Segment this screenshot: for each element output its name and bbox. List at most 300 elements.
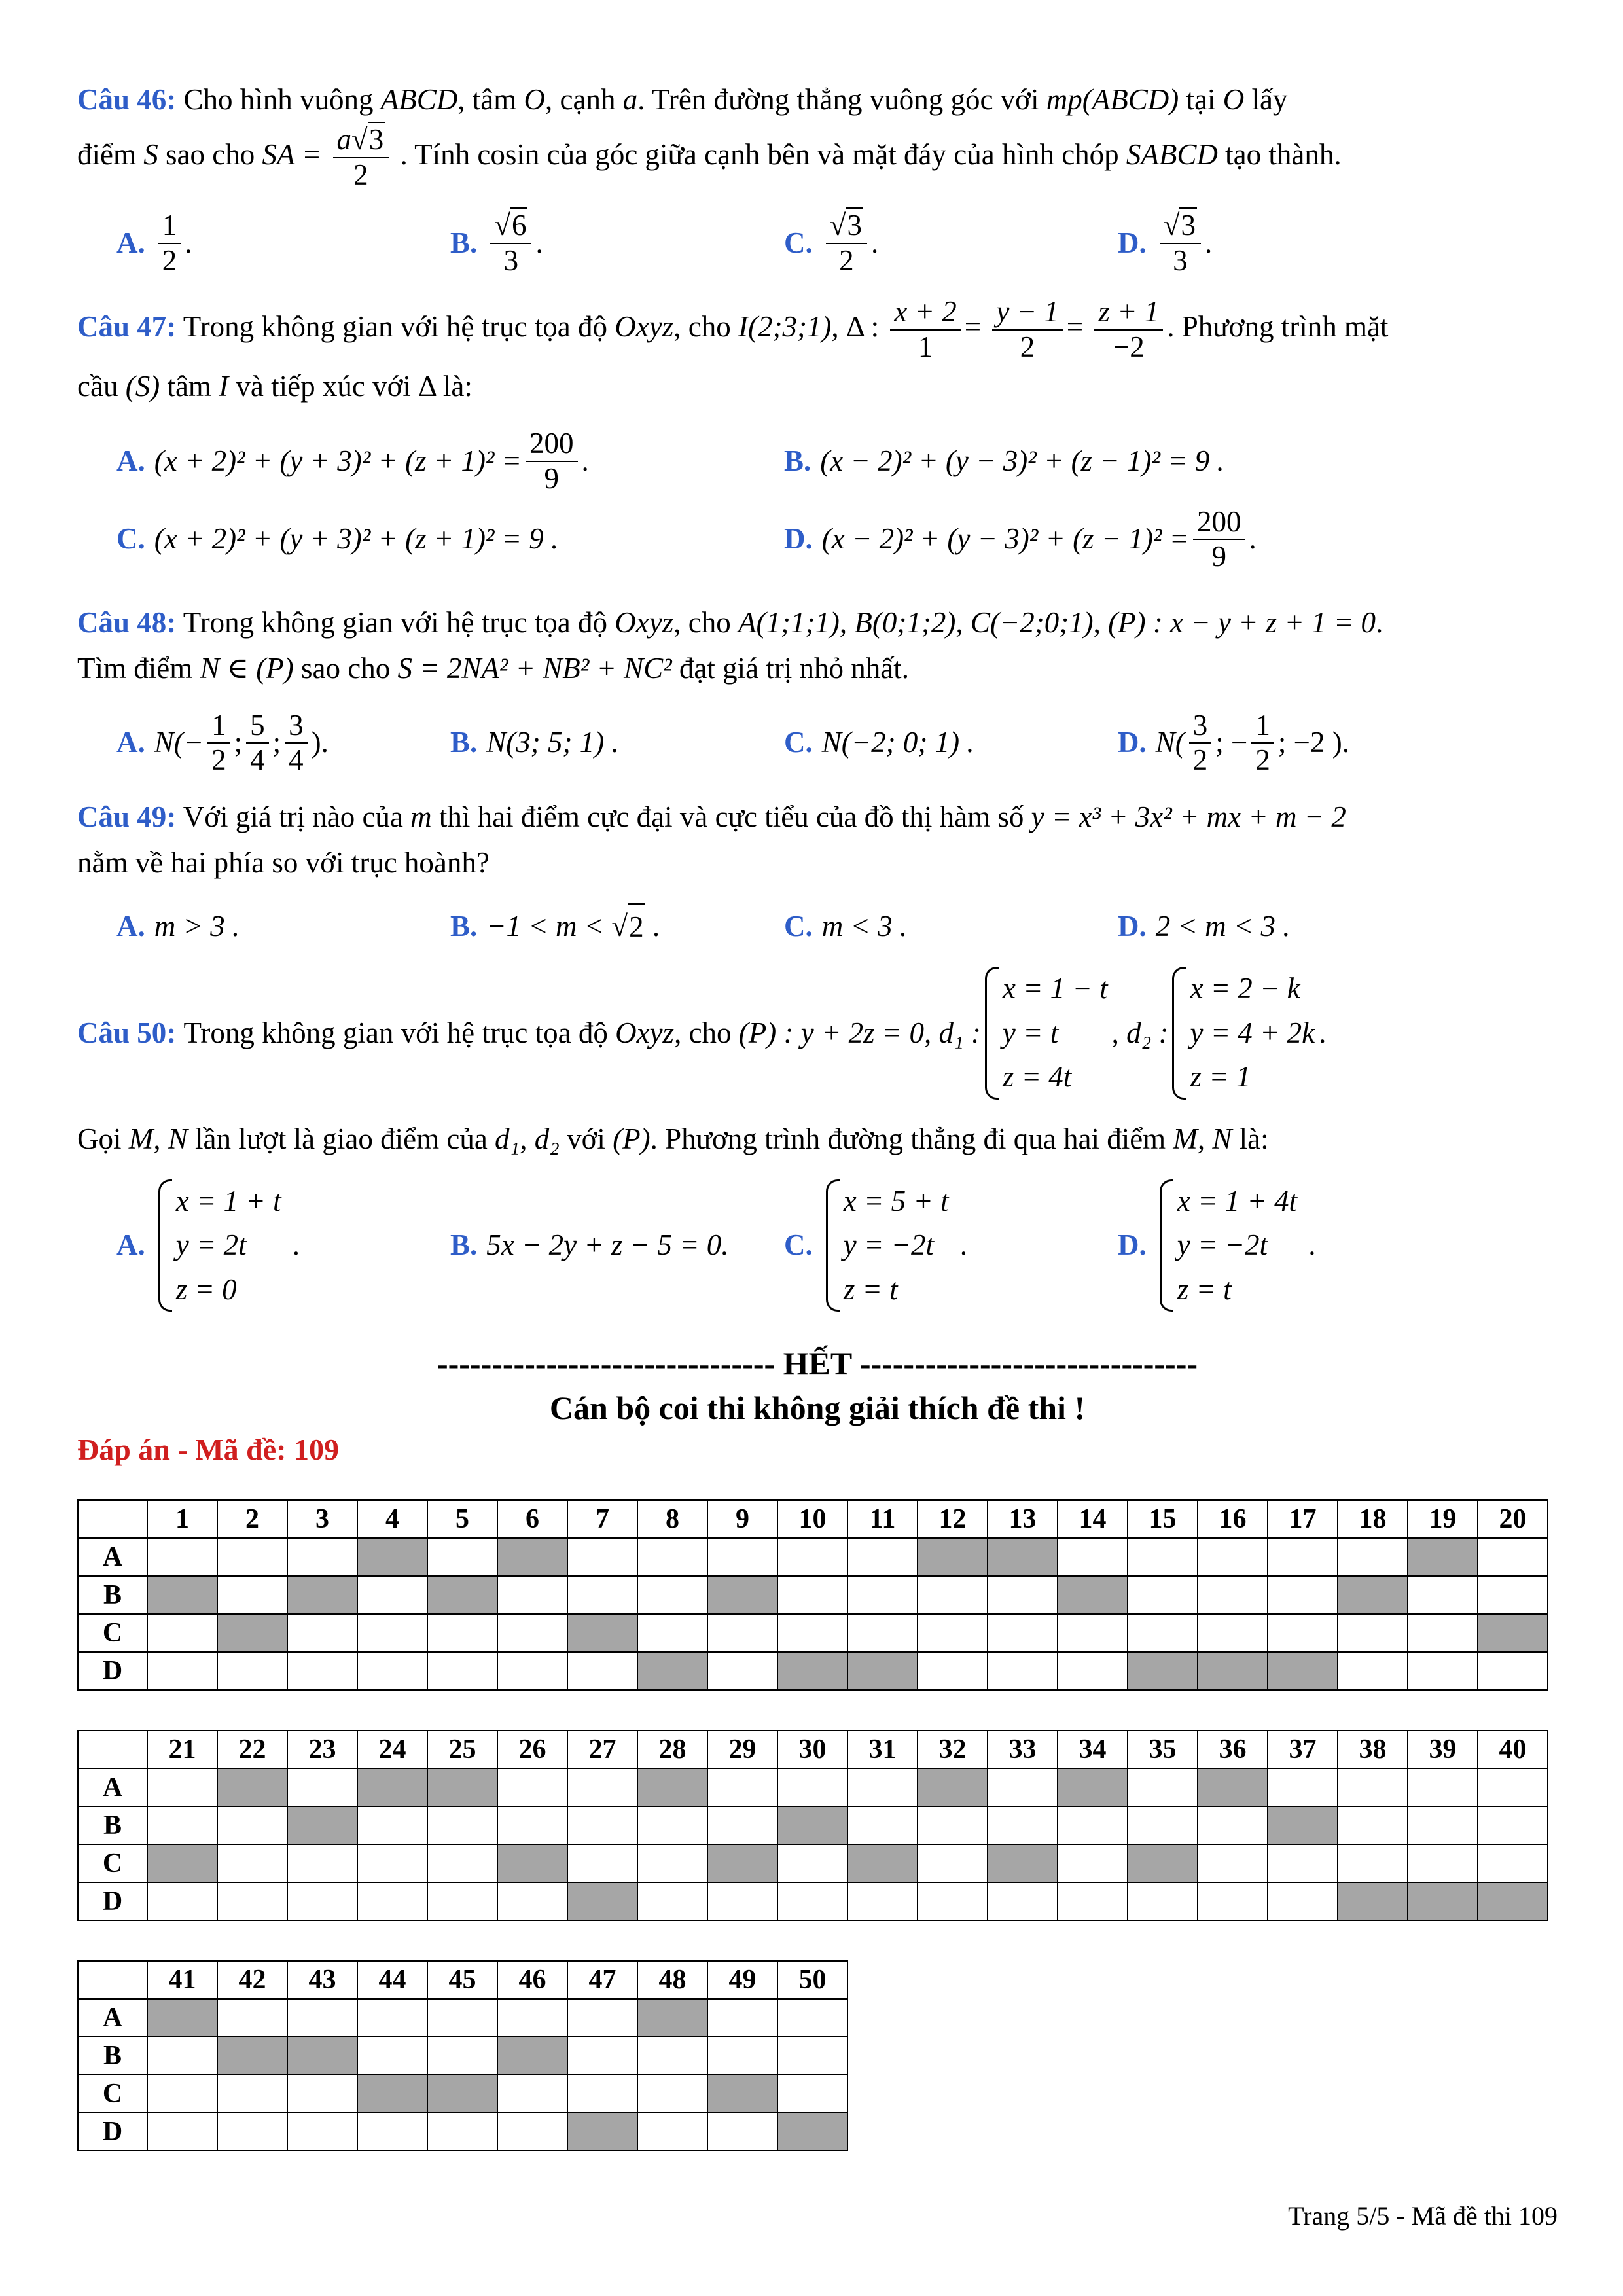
answer-cell bbox=[147, 2037, 217, 2075]
answer-mark bbox=[1268, 1806, 1338, 1844]
answer-cell bbox=[918, 1576, 988, 1614]
answer-mark bbox=[217, 1614, 287, 1652]
answer-mark bbox=[777, 1806, 847, 1844]
system-d1: x = 1 − t y = t z = 4t bbox=[985, 967, 1108, 1100]
question-label: Câu 48: bbox=[77, 606, 177, 639]
row-label: C bbox=[78, 1614, 147, 1652]
answer-mark bbox=[1058, 1768, 1128, 1806]
question-number: 34 bbox=[1058, 1731, 1128, 1768]
answer-cell bbox=[1338, 1652, 1408, 1690]
options-50 bbox=[116, 1179, 1558, 1312]
answer-mark bbox=[357, 1538, 427, 1576]
question-number: 17 bbox=[1268, 1500, 1338, 1538]
answer-cell bbox=[707, 1806, 777, 1844]
answer-mark bbox=[988, 1844, 1058, 1882]
question-number: 48 bbox=[637, 1961, 707, 1999]
answer-cell bbox=[217, 2113, 287, 2151]
answer-cell bbox=[847, 1882, 918, 1920]
answer-cell bbox=[427, 1844, 497, 1882]
answer-cell bbox=[427, 1999, 497, 2037]
row-label: B bbox=[78, 1576, 147, 1614]
page-footer: Trang 5/5 - Mã đề thi 109 bbox=[1288, 2201, 1558, 2231]
question-label: Câu 47: bbox=[77, 310, 177, 343]
answer-cell bbox=[287, 1999, 357, 2037]
answer-cell bbox=[707, 2113, 777, 2151]
row-label: D bbox=[78, 1882, 147, 1920]
options-48 bbox=[116, 709, 1558, 778]
answer-mark bbox=[988, 1538, 1058, 1576]
answer-cell bbox=[497, 1882, 567, 1920]
answer-mark bbox=[567, 2113, 637, 2151]
answer-cell bbox=[637, 1882, 707, 1920]
answer-cell bbox=[637, 1614, 707, 1652]
answer-cell bbox=[1338, 1614, 1408, 1652]
question-label: Câu 49: bbox=[77, 800, 177, 833]
row-label: C bbox=[78, 2075, 147, 2113]
question-number: 23 bbox=[287, 1731, 357, 1768]
answer-mark bbox=[1338, 1882, 1408, 1920]
question-number: 50 bbox=[777, 1961, 847, 1999]
answer-cell bbox=[357, 1844, 427, 1882]
answer-mark bbox=[497, 2037, 567, 2075]
answer-cell bbox=[1268, 1844, 1338, 1882]
answer-cell bbox=[1408, 1576, 1478, 1614]
answer-key-grids bbox=[77, 1499, 1558, 2151]
answer-cell bbox=[497, 1999, 567, 2037]
answer-cell bbox=[1338, 1768, 1408, 1806]
answer-cell bbox=[567, 1999, 637, 2037]
question-number: 11 bbox=[847, 1500, 918, 1538]
answer-cell bbox=[567, 2075, 637, 2113]
question-number: 35 bbox=[1128, 1731, 1198, 1768]
answer-cell bbox=[1478, 1652, 1548, 1690]
options-47 bbox=[116, 427, 1558, 583]
question-number: 1 bbox=[147, 1500, 217, 1538]
answer-mark bbox=[217, 2037, 287, 2075]
answer-cell bbox=[497, 2113, 567, 2151]
answer-cell bbox=[497, 1576, 567, 1614]
answer-cell bbox=[147, 1768, 217, 1806]
answer-cell bbox=[1058, 1844, 1128, 1882]
answer-mark bbox=[147, 1999, 217, 2037]
system-d2: x = 2 − k y = 4 + 2k z = 1 bbox=[1172, 967, 1315, 1100]
question-number: 21 bbox=[147, 1731, 217, 1768]
answer-cell bbox=[427, 1806, 497, 1844]
answer-cell bbox=[287, 1768, 357, 1806]
option-b: B. N(3; 5; 1) . bbox=[450, 726, 619, 759]
answer-cell bbox=[707, 1768, 777, 1806]
answer-cell bbox=[357, 1882, 427, 1920]
answer-cell bbox=[287, 1614, 357, 1652]
answer-mark bbox=[427, 1576, 497, 1614]
answer-mark bbox=[287, 1576, 357, 1614]
answer-cell bbox=[918, 1652, 988, 1690]
answer-cell bbox=[988, 1576, 1058, 1614]
answer-mark bbox=[707, 2075, 777, 2113]
answer-mark bbox=[637, 1768, 707, 1806]
question-number: 39 bbox=[1408, 1731, 1478, 1768]
option-c: C. $\frac{√3}{2}$ . bbox=[784, 209, 879, 277]
answer-cell bbox=[287, 1882, 357, 1920]
answer-cell bbox=[357, 1614, 427, 1652]
question-number: 33 bbox=[988, 1731, 1058, 1768]
answer-cell bbox=[1478, 1538, 1548, 1576]
question-number: 20 bbox=[1478, 1500, 1548, 1538]
answer-cell bbox=[217, 2075, 287, 2113]
answer-cell bbox=[357, 1806, 427, 1844]
answer-cell bbox=[637, 2037, 707, 2075]
answer-cell bbox=[1268, 1614, 1338, 1652]
answer-mark bbox=[497, 1538, 567, 1576]
answer-cell bbox=[637, 2075, 707, 2113]
answer-cell bbox=[1198, 1538, 1268, 1576]
question-46: Câu 46: Cho hình vuông ABCD, tâm O, cạnh a. Trên đường thẳng vuông góc với mp(ABCD) tại O lấy điểm S sao cho SA = $\frac{a√3}{2}$ . Tính cosin của góc giữa cạnh bên và mặt đáy của hình chóp SABCD tạo thành. bbox=[77, 83, 1342, 191]
question-number: 15 bbox=[1128, 1500, 1198, 1538]
question-number: 18 bbox=[1338, 1500, 1408, 1538]
option-d: D. (x − 2)² + (y − 3)² + (z − 1)² = $\frac{200}{9}$ . bbox=[784, 505, 1257, 573]
question-number: 16 bbox=[1198, 1500, 1268, 1538]
answer-cell bbox=[918, 1806, 988, 1844]
exam-page bbox=[77, 77, 1558, 2191]
question-number: 24 bbox=[357, 1731, 427, 1768]
answer-mark bbox=[777, 2113, 847, 2151]
row-label: D bbox=[78, 2113, 147, 2151]
option-d: D. x = 1 + 4t y = −2t z = t . bbox=[1118, 1179, 1452, 1312]
answer-key-title: Đáp án - Mã đề: 109 bbox=[77, 1433, 339, 1466]
options-46 bbox=[116, 209, 1558, 278]
answer-cell bbox=[1338, 1806, 1408, 1844]
answer-cell bbox=[147, 2075, 217, 2113]
question-number: 8 bbox=[637, 1500, 707, 1538]
question-number: 9 bbox=[707, 1500, 777, 1538]
answer-cell bbox=[567, 1768, 637, 1806]
answer-cell bbox=[147, 1652, 217, 1690]
answer-table-2 bbox=[77, 1730, 1548, 1921]
question-number: 14 bbox=[1058, 1500, 1128, 1538]
answer-cell bbox=[847, 1614, 918, 1652]
answer-cell bbox=[497, 2075, 567, 2113]
answer-cell bbox=[1198, 1844, 1268, 1882]
answer-cell bbox=[217, 1652, 287, 1690]
answer-cell bbox=[707, 2037, 777, 2075]
answer-cell bbox=[1268, 1882, 1338, 1920]
question-label: Câu 46: bbox=[77, 83, 177, 116]
answer-cell bbox=[567, 1844, 637, 1882]
answer-cell bbox=[988, 1614, 1058, 1652]
answer-cell bbox=[777, 1844, 847, 1882]
answer-cell bbox=[287, 1844, 357, 1882]
answer-cell bbox=[637, 1844, 707, 1882]
option-d: D. N( $\frac{3}{2}$ ; − $\frac{1}{2}$ ; −2 ). bbox=[1118, 708, 1350, 777]
answer-cell bbox=[1478, 1576, 1548, 1614]
question-number: 22 bbox=[217, 1731, 287, 1768]
answer-mark bbox=[1478, 1882, 1548, 1920]
option-a: A. m > 3 . bbox=[116, 909, 240, 942]
answer-cell bbox=[637, 2113, 707, 2151]
answer-cell bbox=[217, 1576, 287, 1614]
question-number: 38 bbox=[1338, 1731, 1408, 1768]
answer-cell bbox=[988, 1768, 1058, 1806]
answer-cell bbox=[427, 1652, 497, 1690]
question-number: 46 bbox=[497, 1961, 567, 1999]
answer-mark bbox=[637, 1652, 707, 1690]
question-number: 3 bbox=[287, 1500, 357, 1538]
answer-mark bbox=[847, 1844, 918, 1882]
row-label: D bbox=[78, 1652, 147, 1690]
question-number: 5 bbox=[427, 1500, 497, 1538]
answer-cell bbox=[1478, 1768, 1548, 1806]
answer-cell bbox=[497, 1614, 567, 1652]
answer-cell bbox=[1198, 1806, 1268, 1844]
answer-mark bbox=[707, 1576, 777, 1614]
answer-mark bbox=[1198, 1652, 1268, 1690]
answer-cell bbox=[1058, 1614, 1128, 1652]
answer-mark bbox=[567, 1882, 637, 1920]
question-number: 43 bbox=[287, 1961, 357, 1999]
answer-mark bbox=[147, 1844, 217, 1882]
question-47: Câu 47: Trong không gian với hệ trục tọa độ Oxyz, cho I(2;3;1), Δ : $\frac{x + 2}{1}$ = $\frac{y - 1}{2}$ = $\frac{z + 1}{-2}$ . Phương trình mặt cầu (S) tâm I và tiếp xúc với Δ là: bbox=[77, 295, 1389, 403]
end-marker: ------------------------------- HẾT ------------------------------- bbox=[437, 1345, 1198, 1382]
answer-cell bbox=[1478, 1806, 1548, 1844]
answer-cell bbox=[1198, 1576, 1268, 1614]
question-number: 6 bbox=[497, 1500, 567, 1538]
answer-cell bbox=[637, 1576, 707, 1614]
answer-mark bbox=[637, 1999, 707, 2037]
answer-cell bbox=[357, 1999, 427, 2037]
answer-cell bbox=[427, 2113, 497, 2151]
row-label: B bbox=[78, 2037, 147, 2075]
question-number: 10 bbox=[777, 1500, 847, 1538]
answer-cell bbox=[1128, 1576, 1198, 1614]
answer-cell bbox=[1128, 1614, 1198, 1652]
answer-cell bbox=[1268, 1576, 1338, 1614]
option-d: D. 2 < m < 3 . bbox=[1118, 909, 1291, 942]
question-number: 29 bbox=[707, 1731, 777, 1768]
answer-cell bbox=[287, 2113, 357, 2151]
answer-cell bbox=[147, 1806, 217, 1844]
question-number: 26 bbox=[497, 1731, 567, 1768]
answer-cell bbox=[777, 1999, 847, 2037]
question-number: 31 bbox=[847, 1731, 918, 1768]
answer-cell bbox=[357, 1576, 427, 1614]
answer-cell bbox=[1408, 1652, 1478, 1690]
answer-cell bbox=[147, 1538, 217, 1576]
answer-cell bbox=[777, 2075, 847, 2113]
option-b: B. −1 < m < √ 2 . bbox=[450, 903, 784, 950]
row-label: A bbox=[78, 1538, 147, 1576]
row-label: B bbox=[78, 1806, 147, 1844]
corner-cell bbox=[78, 1731, 147, 1768]
question-number: 30 bbox=[777, 1731, 847, 1768]
answer-cell bbox=[1268, 1768, 1338, 1806]
answer-cell bbox=[847, 1576, 918, 1614]
question-number: 44 bbox=[357, 1961, 427, 1999]
question-number: 25 bbox=[427, 1731, 497, 1768]
answer-cell bbox=[427, 1538, 497, 1576]
question-number: 49 bbox=[707, 1961, 777, 1999]
question-number: 19 bbox=[1408, 1500, 1478, 1538]
option-a: A. N(− $\frac{1}{2}$ ; $\frac{5}{4}$ ; $\frac{3}{4}$ ). bbox=[116, 708, 329, 777]
question-number: 42 bbox=[217, 1961, 287, 1999]
answer-cell bbox=[287, 1652, 357, 1690]
answer-mark bbox=[707, 1844, 777, 1882]
option-a: A. (x + 2)² + (y + 3)² + (z + 1)² = $\frac{200}{9}$ . bbox=[116, 427, 589, 495]
question-number: 27 bbox=[567, 1731, 637, 1768]
answer-mark bbox=[1408, 1538, 1478, 1576]
question-number: 32 bbox=[918, 1731, 988, 1768]
answer-cell bbox=[1198, 1614, 1268, 1652]
sa-fraction: $\frac{a√3}{2}$ bbox=[333, 123, 389, 192]
answer-mark bbox=[1128, 1652, 1198, 1690]
answer-cell bbox=[847, 1538, 918, 1576]
answer-cell bbox=[427, 1882, 497, 1920]
answer-cell bbox=[1338, 1844, 1408, 1882]
answer-cell bbox=[707, 1652, 777, 1690]
answer-mark bbox=[847, 1652, 918, 1690]
answer-mark bbox=[567, 1614, 637, 1652]
answer-cell bbox=[567, 1806, 637, 1844]
answer-cell bbox=[637, 1806, 707, 1844]
answer-cell bbox=[777, 1538, 847, 1576]
answer-cell bbox=[707, 1614, 777, 1652]
answer-mark bbox=[918, 1538, 988, 1576]
answer-mark bbox=[1128, 1844, 1198, 1882]
answer-cell bbox=[988, 1882, 1058, 1920]
question-number: 28 bbox=[637, 1731, 707, 1768]
options-49 bbox=[116, 903, 1558, 950]
answer-cell bbox=[1198, 1882, 1268, 1920]
option-c: C. x = 5 + t y = −2t z = t . bbox=[784, 1179, 1118, 1312]
row-label: A bbox=[78, 1999, 147, 2037]
question-number: 47 bbox=[567, 1961, 637, 1999]
answer-cell bbox=[1128, 1806, 1198, 1844]
answer-cell bbox=[707, 1999, 777, 2037]
question-48: Câu 48: Trong không gian với hệ trục tọa độ Oxyz, cho A(1;1;1), B(0;1;2), C(−2;0;1), (P) : x − y + z + 1 = 0. Tìm điểm N ∈ (P) sao cho S = 2NA² + NB² + NC² đạt giá trị nhỏ nhất. bbox=[77, 606, 1383, 685]
question-label: Câu 50: bbox=[77, 1016, 177, 1049]
option-b: B. (x − 2)² + (y − 3)² + (z − 1)² = 9 . bbox=[784, 444, 1224, 477]
option-a: A. $\frac{1}{2}$ . bbox=[116, 209, 192, 277]
answer-mark bbox=[777, 1652, 847, 1690]
answer-mark bbox=[287, 1806, 357, 1844]
answer-cell bbox=[217, 1844, 287, 1882]
answer-cell bbox=[918, 1614, 988, 1652]
answer-mark bbox=[1198, 1768, 1268, 1806]
answer-cell bbox=[287, 2075, 357, 2113]
answer-mark bbox=[357, 1768, 427, 1806]
corner-cell bbox=[78, 1500, 147, 1538]
option-c: C. (x + 2)² + (y + 3)² + (z + 1)² = 9 . bbox=[116, 522, 559, 556]
answer-mark bbox=[1268, 1652, 1338, 1690]
answer-cell bbox=[567, 2037, 637, 2075]
answer-cell bbox=[357, 1652, 427, 1690]
answer-cell bbox=[567, 1652, 637, 1690]
question-number: 7 bbox=[567, 1500, 637, 1538]
answer-mark bbox=[217, 1768, 287, 1806]
proctor-note: Cán bộ coi thi không giải thích đề thi ! bbox=[549, 1390, 1086, 1426]
answer-cell bbox=[217, 1882, 287, 1920]
question-49: Câu 49: Với giá trị nào của m thì hai điểm cực đại và cực tiểu của đồ thị hàm số y = x³ + 3x² + mx + m − 2 nằm về hai phía so với trục hoành? bbox=[77, 800, 1346, 879]
answer-table-3 bbox=[77, 1960, 848, 2151]
answer-cell bbox=[777, 2037, 847, 2075]
answer-cell bbox=[497, 1768, 567, 1806]
answer-mark bbox=[427, 1768, 497, 1806]
answer-cell bbox=[1058, 1652, 1128, 1690]
answer-cell bbox=[1128, 1538, 1198, 1576]
answer-mark bbox=[147, 1576, 217, 1614]
question-50: Câu 50: Trong không gian với hệ trục tọa độ Oxyz , cho (P) : y + 2z = 0, d₁ : x = 1 − t y = t z = 4t , d₂ : x = 2 − k y = 4 + 2k z = 1 . bbox=[77, 967, 1558, 1100]
answer-cell bbox=[777, 1882, 847, 1920]
answer-cell bbox=[918, 1844, 988, 1882]
answer-cell bbox=[427, 1614, 497, 1652]
answer-cell bbox=[147, 1614, 217, 1652]
question-50-continued: Gọi M, N lần lượt là giao điểm của d₁, d₂ với (P). Phương trình đường thẳng đi qua hai điểm M, N là: bbox=[77, 1122, 1269, 1155]
answer-cell bbox=[1338, 1538, 1408, 1576]
answer-cell bbox=[1408, 1768, 1478, 1806]
answer-cell bbox=[847, 1768, 918, 1806]
answer-cell bbox=[707, 1538, 777, 1576]
answer-cell bbox=[147, 1882, 217, 1920]
row-label: C bbox=[78, 1844, 147, 1882]
row-label: A bbox=[78, 1768, 147, 1806]
question-number: 40 bbox=[1478, 1731, 1548, 1768]
answer-cell bbox=[1058, 1806, 1128, 1844]
answer-cell bbox=[1478, 1844, 1548, 1882]
answer-cell bbox=[1128, 1768, 1198, 1806]
corner-cell bbox=[78, 1961, 147, 1999]
question-number: 36 bbox=[1198, 1731, 1268, 1768]
answer-cell bbox=[847, 1806, 918, 1844]
option-b: B. 5x − 2y + z − 5 = 0. bbox=[450, 1228, 729, 1261]
answer-cell bbox=[1268, 1538, 1338, 1576]
question-number: 4 bbox=[357, 1500, 427, 1538]
answer-mark bbox=[1478, 1614, 1548, 1652]
answer-cell bbox=[707, 1882, 777, 1920]
answer-cell bbox=[217, 1806, 287, 1844]
answer-cell bbox=[147, 2113, 217, 2151]
answer-cell bbox=[777, 1614, 847, 1652]
option-c: C. N(−2; 0; 1) . bbox=[784, 726, 974, 759]
question-number: 41 bbox=[147, 1961, 217, 1999]
answer-cell bbox=[1058, 1538, 1128, 1576]
answer-mark bbox=[357, 2075, 427, 2113]
answer-cell bbox=[217, 1999, 287, 2037]
answer-cell bbox=[988, 1652, 1058, 1690]
answer-cell bbox=[1058, 1882, 1128, 1920]
answer-cell bbox=[567, 1538, 637, 1576]
answer-cell bbox=[357, 2037, 427, 2075]
question-number: 37 bbox=[1268, 1731, 1338, 1768]
answer-cell bbox=[777, 1576, 847, 1614]
answer-cell bbox=[217, 1538, 287, 1576]
answer-cell bbox=[357, 2113, 427, 2151]
answer-mark bbox=[287, 2037, 357, 2075]
answer-cell bbox=[1408, 1844, 1478, 1882]
answer-cell bbox=[567, 1576, 637, 1614]
answer-mark bbox=[1058, 1576, 1128, 1614]
option-b: B. $\frac{√6}{3}$ . bbox=[450, 209, 543, 277]
answer-cell bbox=[1408, 1614, 1478, 1652]
question-number: 45 bbox=[427, 1961, 497, 1999]
option-d: D. $\frac{√3}{3}$ . bbox=[1118, 209, 1213, 277]
answer-cell bbox=[1128, 1882, 1198, 1920]
answer-mark bbox=[918, 1768, 988, 1806]
answer-cell bbox=[427, 2037, 497, 2075]
question-number: 12 bbox=[918, 1500, 988, 1538]
question-number: 13 bbox=[988, 1500, 1058, 1538]
question-number: 2 bbox=[217, 1500, 287, 1538]
answer-cell bbox=[1408, 1806, 1478, 1844]
answer-mark bbox=[1338, 1576, 1408, 1614]
